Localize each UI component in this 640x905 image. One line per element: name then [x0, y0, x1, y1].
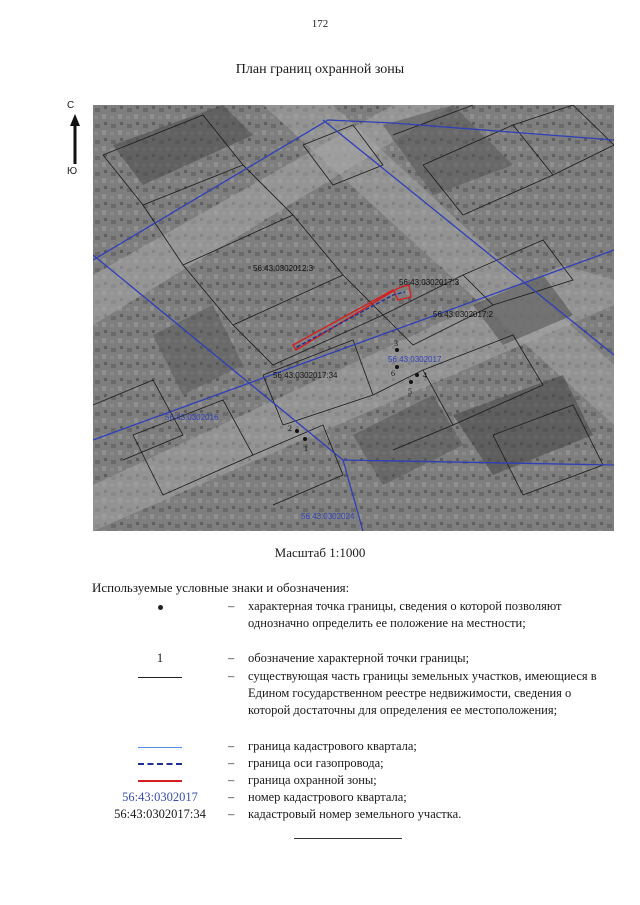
- legend-symbol: [90, 755, 230, 772]
- legend-symbol: 56:43:0302017:34: [114, 807, 206, 821]
- point-label: 1: [304, 444, 308, 453]
- bottom-divider: [294, 838, 402, 839]
- legend-symbol: [90, 738, 230, 755]
- boundary-point: [409, 380, 413, 384]
- protection-zone-line-icon: [138, 780, 182, 782]
- legend-symbol: [90, 598, 230, 615]
- legend-dash: –: [228, 790, 235, 804]
- south-label: Ю: [67, 166, 78, 177]
- legend-description: обозначение характерной точки границы;: [248, 651, 470, 665]
- legend-description: существующая часть границы земельных участков, имеющиеся в Едином государственном реестре недвижимости, сведения о которой достаточны для определения ее местоположения;: [248, 669, 597, 717]
- parcel-label: 56:43:0302017:3: [399, 278, 460, 287]
- legend-symbol: [90, 772, 230, 789]
- legend-description: характерная точка границы, сведения о которой позволяют однозначно определить ее положение на местности;: [248, 599, 562, 630]
- legend-description: граница кадастрового квартала;: [248, 739, 417, 753]
- point-label: 3: [394, 339, 398, 348]
- page-number: 172: [311, 18, 329, 30]
- point-label: 2: [288, 424, 292, 433]
- legend-dash: –: [228, 599, 235, 613]
- boundary-point: [395, 365, 399, 369]
- parcel-label: 56:43:0302012:3: [253, 264, 314, 273]
- legend-description: кадастровый номер земельного участка.: [248, 807, 462, 821]
- north-arrow-icon: [64, 114, 86, 174]
- map-svg: [93, 105, 614, 531]
- boundary-point: [415, 373, 419, 377]
- legend-description: граница охранной зоны;: [248, 773, 377, 787]
- legend-symbol: 1: [156, 651, 164, 665]
- point-label: 5: [408, 387, 412, 396]
- document-title: План границ охранной зоны: [235, 62, 405, 77]
- legend-dash: –: [228, 807, 235, 821]
- legend-symbol: [90, 668, 230, 685]
- cadastral-map: [93, 105, 614, 531]
- point-label: 4: [423, 371, 427, 380]
- legend-dash: –: [228, 773, 235, 787]
- parcel-label: 56:43:0302017:34: [273, 371, 338, 380]
- north-label: С: [67, 100, 75, 111]
- map-scale: Масштаб 1:1000: [274, 545, 366, 560]
- point-dot-icon: [158, 605, 163, 610]
- legend-dash: –: [228, 669, 235, 683]
- boundary-point: [295, 429, 299, 433]
- legend-dash: –: [228, 739, 235, 753]
- legend-symbol: 56:43:0302017: [122, 790, 198, 804]
- boundary-point: [303, 437, 307, 441]
- legend-description: граница оси газопровода;: [248, 756, 384, 770]
- quarter-label: 56:43:0302024: [301, 512, 355, 521]
- boundary-point: [395, 348, 399, 352]
- parcel-label: 56:43:0302017:2: [433, 310, 494, 319]
- legend-dash: –: [228, 651, 235, 665]
- legend-dash: –: [228, 756, 235, 770]
- legend-heading: Используемые условные знаки и обозначения:: [92, 580, 350, 595]
- parcel-border-line-icon: [138, 677, 182, 678]
- point-label: 6: [391, 369, 395, 378]
- legend-description: номер кадастрового квартала;: [248, 790, 407, 804]
- gas-axis-line-icon: [138, 763, 182, 765]
- quarter-label: 56:43:0302016: [165, 413, 219, 422]
- north-arrow: [64, 100, 86, 180]
- quarter-border-line-icon: [138, 747, 182, 748]
- quarter-label: 56:43:0302017: [388, 355, 442, 364]
